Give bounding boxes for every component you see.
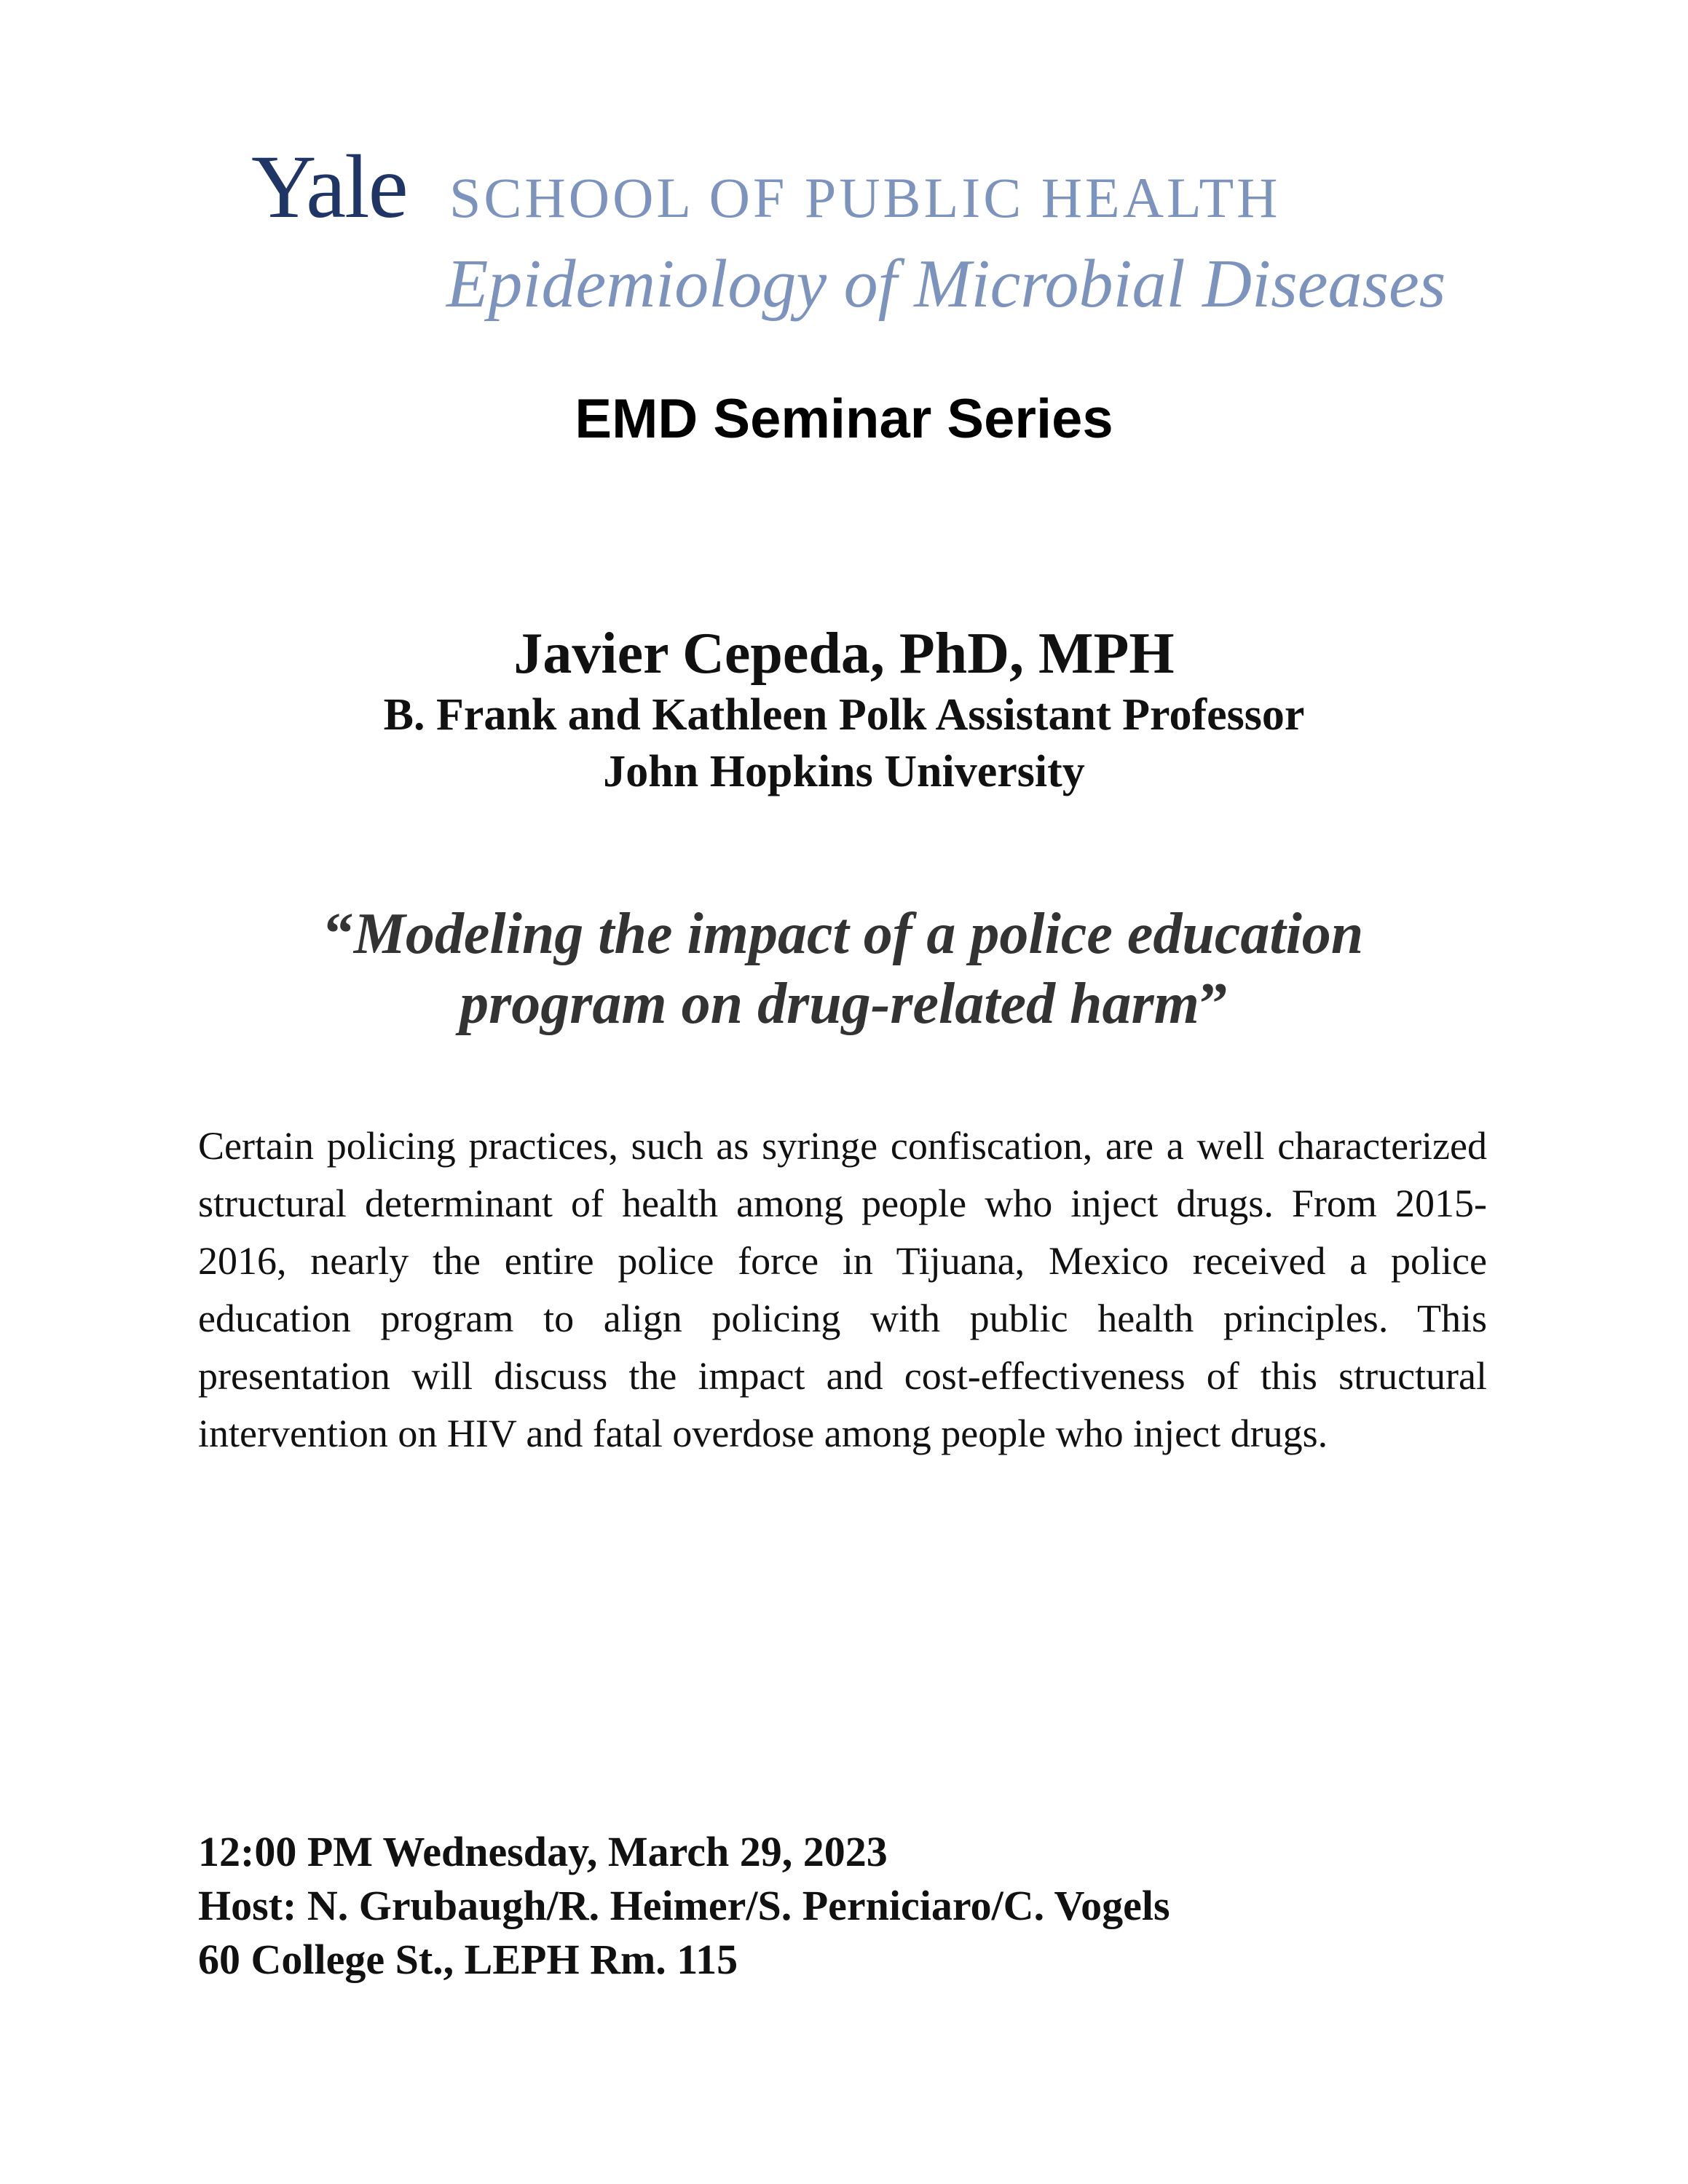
talk-title (0, 899, 1688, 1039)
speaker-name: Javier Cepeda, PhD, MPH (513, 622, 1175, 686)
logo-yale-wordmark: Yale (251, 137, 407, 237)
seminar-series-title: EMD Seminar Series (575, 388, 1113, 450)
yale-sph-logo (251, 135, 1446, 346)
talk-title-line-2 (0, 969, 1688, 1039)
speaker-block (0, 620, 1688, 800)
logo-department-name: Epidemiology of Microbial Diseases (446, 246, 1446, 322)
event-datetime: 12:00 PM Wednesday, March 29, 2023 (198, 1828, 888, 1875)
open-quote: “ (324, 902, 354, 966)
talk-title-text-2: program on drug-related harm (460, 972, 1199, 1036)
speaker-institution: John Hopkins University (603, 746, 1085, 796)
speaker-position: B. Frank and Kathleen Polk Assistant Professor (383, 690, 1305, 740)
abstract-paragraph: Certain policing practices, such as syringe confiscation, are a well characterized structural determinant of health among people who inject drugs. From 2015-2016, nearly the entire police force in Tijuana, Mexico received a police education program to align policing with public health principles. This presentation will discuss the impact and cost-effectiveness of this structural intervention on HIV and fatal overdose among people who inject drugs. (198, 1124, 1487, 1455)
event-location: 60 College St., LEPH Rm. 115 (198, 1936, 738, 1983)
close-quote: ” (1199, 972, 1228, 1036)
event-details (198, 1825, 1170, 1987)
event-host: Host: N. Grubaugh/R. Heimer/S. Perniciaro/C. Vogels (198, 1882, 1170, 1929)
talk-title-text-1: Modeling the impact of a police education (353, 902, 1364, 966)
talk-title-line-1 (0, 899, 1688, 969)
logo-school-name: SCHOOL OF PUBLIC HEALTH (449, 166, 1281, 229)
